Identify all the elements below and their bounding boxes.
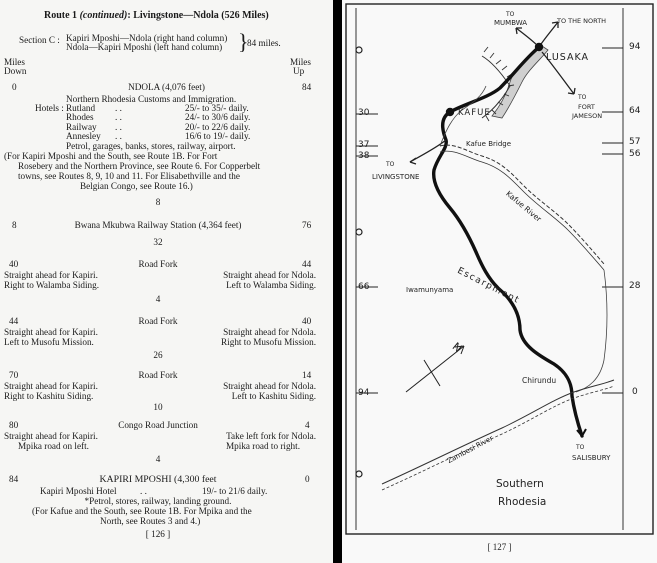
miles-up-head-1: Miles [290,57,311,67]
kapiri-note-1: (For Kafue and the South, see Route 1B. For Mpika and the [32,506,252,516]
segment-distance: 4 [155,294,161,304]
route-continued: (continued) [79,10,128,21]
label-fort: FORT [578,103,595,111]
ndola-services: Petrol, garages, banks, stores, railway, airport. [66,141,236,151]
entry-miles-down: 70 [9,370,19,380]
minor-river [576,270,607,392]
hotel-price-2: 24/- to 30/6 daily. [185,112,251,122]
kapiri-services: *Petrol, stores, railway, landing ground. [84,496,232,506]
entry-right-2: Mpika road to right. [226,441,300,451]
hotel-name-1: Rutland [66,103,96,113]
kapiri-note-2: North, see Routes 3 and 4.) [100,516,201,526]
kapiri-hotel-dots: . . [140,486,147,496]
label-chirundu: Chirundu [522,376,557,385]
section-line-1: Kapiri Mposhi—Ndola (right hand column) [66,33,228,43]
route-sep: : [127,10,131,21]
page-number-right: [ 127 ] [487,542,512,552]
ndola-note-1: (For Kapiri Mposhi and the South, see Route 1B. For Fort [4,151,218,161]
hotel-name-4: Annesley [66,131,101,141]
section-line-2: Ndola—Kapiri Mposhi (left hand column) [66,42,223,52]
section-brace: } [238,29,249,54]
road-to-mumbwa [516,28,539,47]
entry-miles-up: 76 [302,220,312,230]
entry-left-1: Straight ahead for Kapiri. [4,431,98,441]
label-salisbury: SALISBURY [572,454,611,462]
section-label: Section C : [19,35,60,45]
miles-down-head-1: Miles [4,57,25,67]
route-header [44,10,269,21]
entry-right-1: Straight ahead for Ndola. [223,270,316,280]
miles-up-head-2: Up [293,66,305,76]
entry-title: Road Fork [138,370,178,380]
punch-hole [356,47,362,53]
ndola-note-2: Rosebery and the Northern Province, see Route 6. For Copperbelt [18,161,261,171]
zambesi-river [382,386,614,490]
right-scale-value: 64 [629,106,641,116]
compass-north-label: N [449,340,465,356]
left-scale-value: 38 [358,151,370,161]
label-mumbwa: MUMBWA [494,19,528,27]
segment-distance: 32 [153,237,163,247]
ndola-miles-down: 0 [12,82,17,92]
label-iwamunyama: Iwamunyama [406,286,454,294]
label-escarpment: Escarpment [455,266,522,307]
entry-left-1: Straight ahead for Kapiri. [4,270,98,280]
entry-miles-up: 4 [305,420,310,430]
label-kafue-bridge: Kafue Bridge [466,140,512,148]
label-southern: Southern [496,478,544,490]
book-gutter [333,0,342,563]
left-scale-value: 66 [358,282,370,292]
entry-title: Road Fork [138,259,178,269]
entry-left-2: Mpika road on left. [18,441,89,451]
left-scale-value: 94 [358,388,370,398]
hotel-dots-1: . . [115,103,122,113]
route-label: Route 1 [44,10,78,21]
entry-miles-down: 80 [9,420,19,430]
entry-title: Road Fork [138,316,178,326]
entry-left-1: Straight ahead for Kapiri. [4,327,98,337]
label-kafue: KAFUE [458,108,491,118]
kafue-marker [446,108,454,116]
compass-arrow [424,360,440,386]
entry-miles-down: 8 [12,220,17,230]
label-north: TO THE NORTH [557,17,607,25]
entry-left-2: Right to Kashitu Siding. [4,391,94,401]
kapiri-miles-up: 0 [305,474,310,484]
label-rhodesia: Rhodesia [498,496,547,508]
hotels-label: Hotels : [35,103,64,113]
segment-distance: 10 [153,402,163,412]
label-jameson: JAMESON [572,112,603,120]
hotel-price-3: 20/- to 22/6 daily. [185,122,251,132]
kapiri-miles-down: 84 [9,474,19,484]
kapiri-hotel: Kapiri Mposhi Hotel [40,486,117,496]
segment-distance: 8 [155,197,161,207]
entry-right-2: Left to Kashitu Siding. [231,391,316,401]
kapiri-title: KAPIRI MPOSHI (4,300 feet [99,474,217,485]
right-scale-value: 28 [629,281,641,291]
section-miles: 84 miles. [247,38,281,48]
ndola-customs: Northern Rhodesia Customs and Immigration. [66,94,237,104]
left-scale-value: 30 [358,108,370,118]
punch-hole [356,229,362,235]
right-scale-value: 57 [629,137,641,147]
entry-miles-down: 44 [9,316,19,326]
entry-miles-down: 40 [9,259,19,269]
segment-distance: 4 [155,454,161,464]
punch-hole [356,471,362,477]
label-salisbury-to: TO [576,444,585,451]
label-fort-to: TO [578,94,587,101]
entry-left-2: Left to Musofu Mission. [4,337,94,347]
entry-miles-up: 44 [302,259,312,269]
right-page [342,0,657,563]
miles-down-head-2: Down [4,66,27,76]
hotel-dots-2: . . [115,112,122,122]
label-mumbwa-to: TO [506,11,515,18]
ndola-title: NDOLA (4,076 feet) [128,82,205,92]
lusaka-shaded-area [492,46,548,118]
entry-right-1: Take left fork for Ndola. [226,431,316,441]
entry-right-1: Straight ahead for Ndola. [223,381,316,391]
right-scale-value: 94 [629,42,641,52]
hotel-name-3: Railway [66,122,97,132]
road-to-north [539,22,558,47]
entry-left-2: Right to Walamba Siding. [4,280,100,290]
entry-miles-up: 14 [302,370,312,380]
right-scale-value: 0 [632,387,638,397]
hotel-dots-4: . . [115,131,122,141]
hotel-name-2: Rhodes [66,112,94,122]
lusaka-marker [535,43,543,51]
entry-right-2: Left to Walamba Siding. [226,280,316,290]
hotel-price-1: 25/- to 35/- daily. [185,103,249,113]
ndola-note-3: towns, see Routes 8, 9, 10 and 11. For Elisabethville and the [18,171,240,181]
label-lusaka: LUSAKA [546,52,590,63]
hotel-price-4: 16/6 to 19/- daily. [185,131,251,141]
entry-right-1: Straight ahead for Ndola. [223,327,316,337]
ndola-miles-up: 84 [302,82,312,92]
label-livingstone: LIVINGSTONE [372,173,420,181]
entry-title: Bwana Mkubwa Railway Station (4,364 feet) [74,220,242,230]
segment-distance: 26 [153,350,163,360]
label-livingstone-to: TO [386,161,395,168]
entry-miles-up: 40 [302,316,312,326]
entry-title: Congo Road Junction [118,420,198,430]
ndola-note-4: Belgian Congo, see Route 16.) [80,181,193,191]
route-title: Livingstone—Ndola (526 Miles) [133,10,269,21]
right-scale-value: 56 [629,149,641,159]
kapiri-hotel-price: 19/- to 21/6 daily. [202,486,268,496]
label-kafue-river: Kafue River [504,189,544,224]
left-scale-value: 37 [358,140,370,150]
page-number-left: [ 126 ] [145,529,171,539]
hotel-dots-3: . . [115,122,122,132]
entry-right-2: Right to Musofu Mission. [221,337,316,347]
label-zambesi: Zambesi River [446,434,495,466]
entry-left-1: Straight ahead for Kapiri. [4,381,98,391]
